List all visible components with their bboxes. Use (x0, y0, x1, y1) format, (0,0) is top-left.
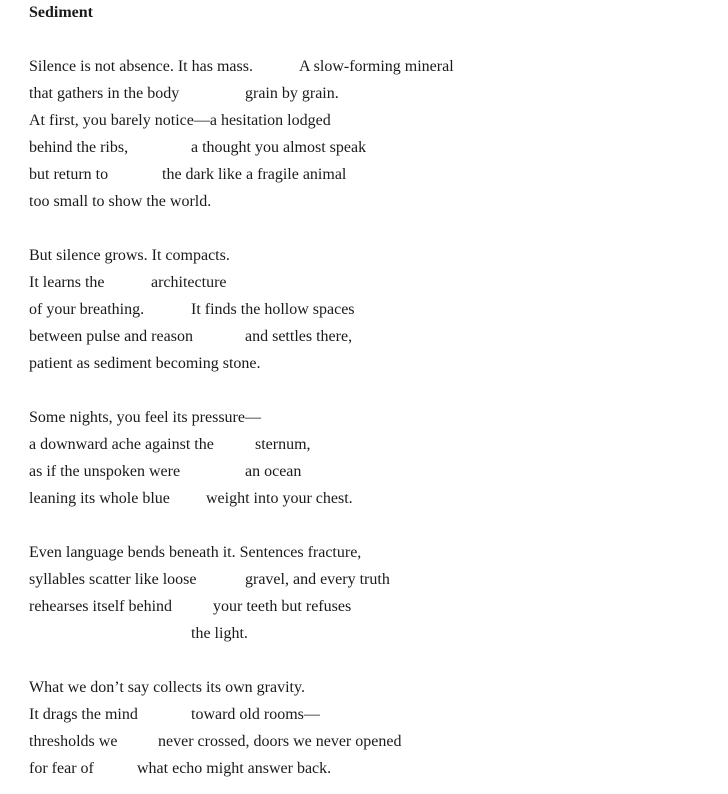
line-text: a thought you almost speak (191, 139, 367, 156)
line-text: thresholds we (29, 733, 118, 750)
line-text: Silence is not absence. It has mass. (29, 58, 253, 75)
line-text: and settles there, (245, 328, 353, 345)
poem-line (29, 299, 355, 321)
poem-line (29, 623, 248, 645)
poem-line (29, 110, 331, 132)
line-text: rehearses itself behind (29, 598, 173, 615)
poem-line (29, 56, 454, 78)
line-text: sternum, (255, 436, 311, 453)
line-text: your teeth but refuses (213, 598, 352, 615)
line-text: the dark like a fragile animal (162, 166, 347, 183)
poem-line (29, 488, 353, 510)
poem-line (29, 596, 352, 618)
line-text: At first, you barely notice—a hesitation lodged (29, 112, 331, 129)
poem-line (29, 353, 261, 375)
poem-line (29, 83, 339, 105)
line-text: gravel, and every truth (245, 571, 390, 588)
poem-line (29, 272, 227, 294)
line-text: an ocean (245, 463, 302, 480)
line-text: What we don’t say collects its own gravity. (29, 679, 305, 696)
line-text: leaning its whole blue (29, 490, 170, 507)
poem-line (29, 191, 212, 213)
poem-line (29, 434, 311, 456)
poem-line (29, 461, 302, 483)
line-text: for fear of (29, 760, 94, 777)
poem-line (29, 569, 390, 591)
poem-line (29, 704, 320, 726)
line-text: too small to show the world. (29, 193, 212, 210)
poem-line (29, 758, 332, 780)
line-text: a downward ache against the (29, 436, 214, 453)
line-text: behind the ribs, (29, 139, 129, 156)
poem-line (29, 677, 305, 699)
line-text: what echo might answer back. (137, 760, 332, 777)
line-text: weight into your chest. (206, 490, 353, 507)
line-text: It learns the (29, 274, 105, 291)
line-text: as if the unspoken were (29, 463, 181, 480)
poem-title: Sediment (29, 4, 93, 21)
line-text: that gathers in the body (29, 85, 180, 102)
poem-line (29, 731, 402, 753)
line-text: But silence grows. It compacts. (29, 247, 230, 264)
line-text: grain by grain. (245, 85, 339, 102)
poem-line (29, 164, 347, 186)
line-text: It finds the hollow spaces (191, 301, 355, 318)
poem-line (29, 137, 367, 159)
line-text: patient as sediment becoming stone. (29, 355, 261, 372)
poem-line (29, 542, 362, 564)
line-text: A slow-forming mineral (299, 58, 454, 75)
line-text: Even language bends beneath it. Sentences fracture, (29, 544, 362, 561)
poem-line (29, 407, 261, 429)
line-text: between pulse and reason (29, 328, 193, 345)
line-text: Some nights, you feel its pressure— (29, 409, 261, 426)
line-text: the light. (191, 625, 248, 642)
line-text: syllables scatter like loose (29, 571, 197, 588)
line-text: architecture (151, 274, 227, 291)
line-text: of your breathing. (29, 301, 145, 318)
line-text: It drags the mind (29, 706, 138, 723)
poem-line (29, 326, 353, 348)
line-text: never crossed, doors we never opened (158, 733, 402, 750)
line-text: but return to (29, 166, 109, 183)
line-text: toward old rooms— (191, 706, 320, 723)
poem-line (29, 245, 230, 267)
